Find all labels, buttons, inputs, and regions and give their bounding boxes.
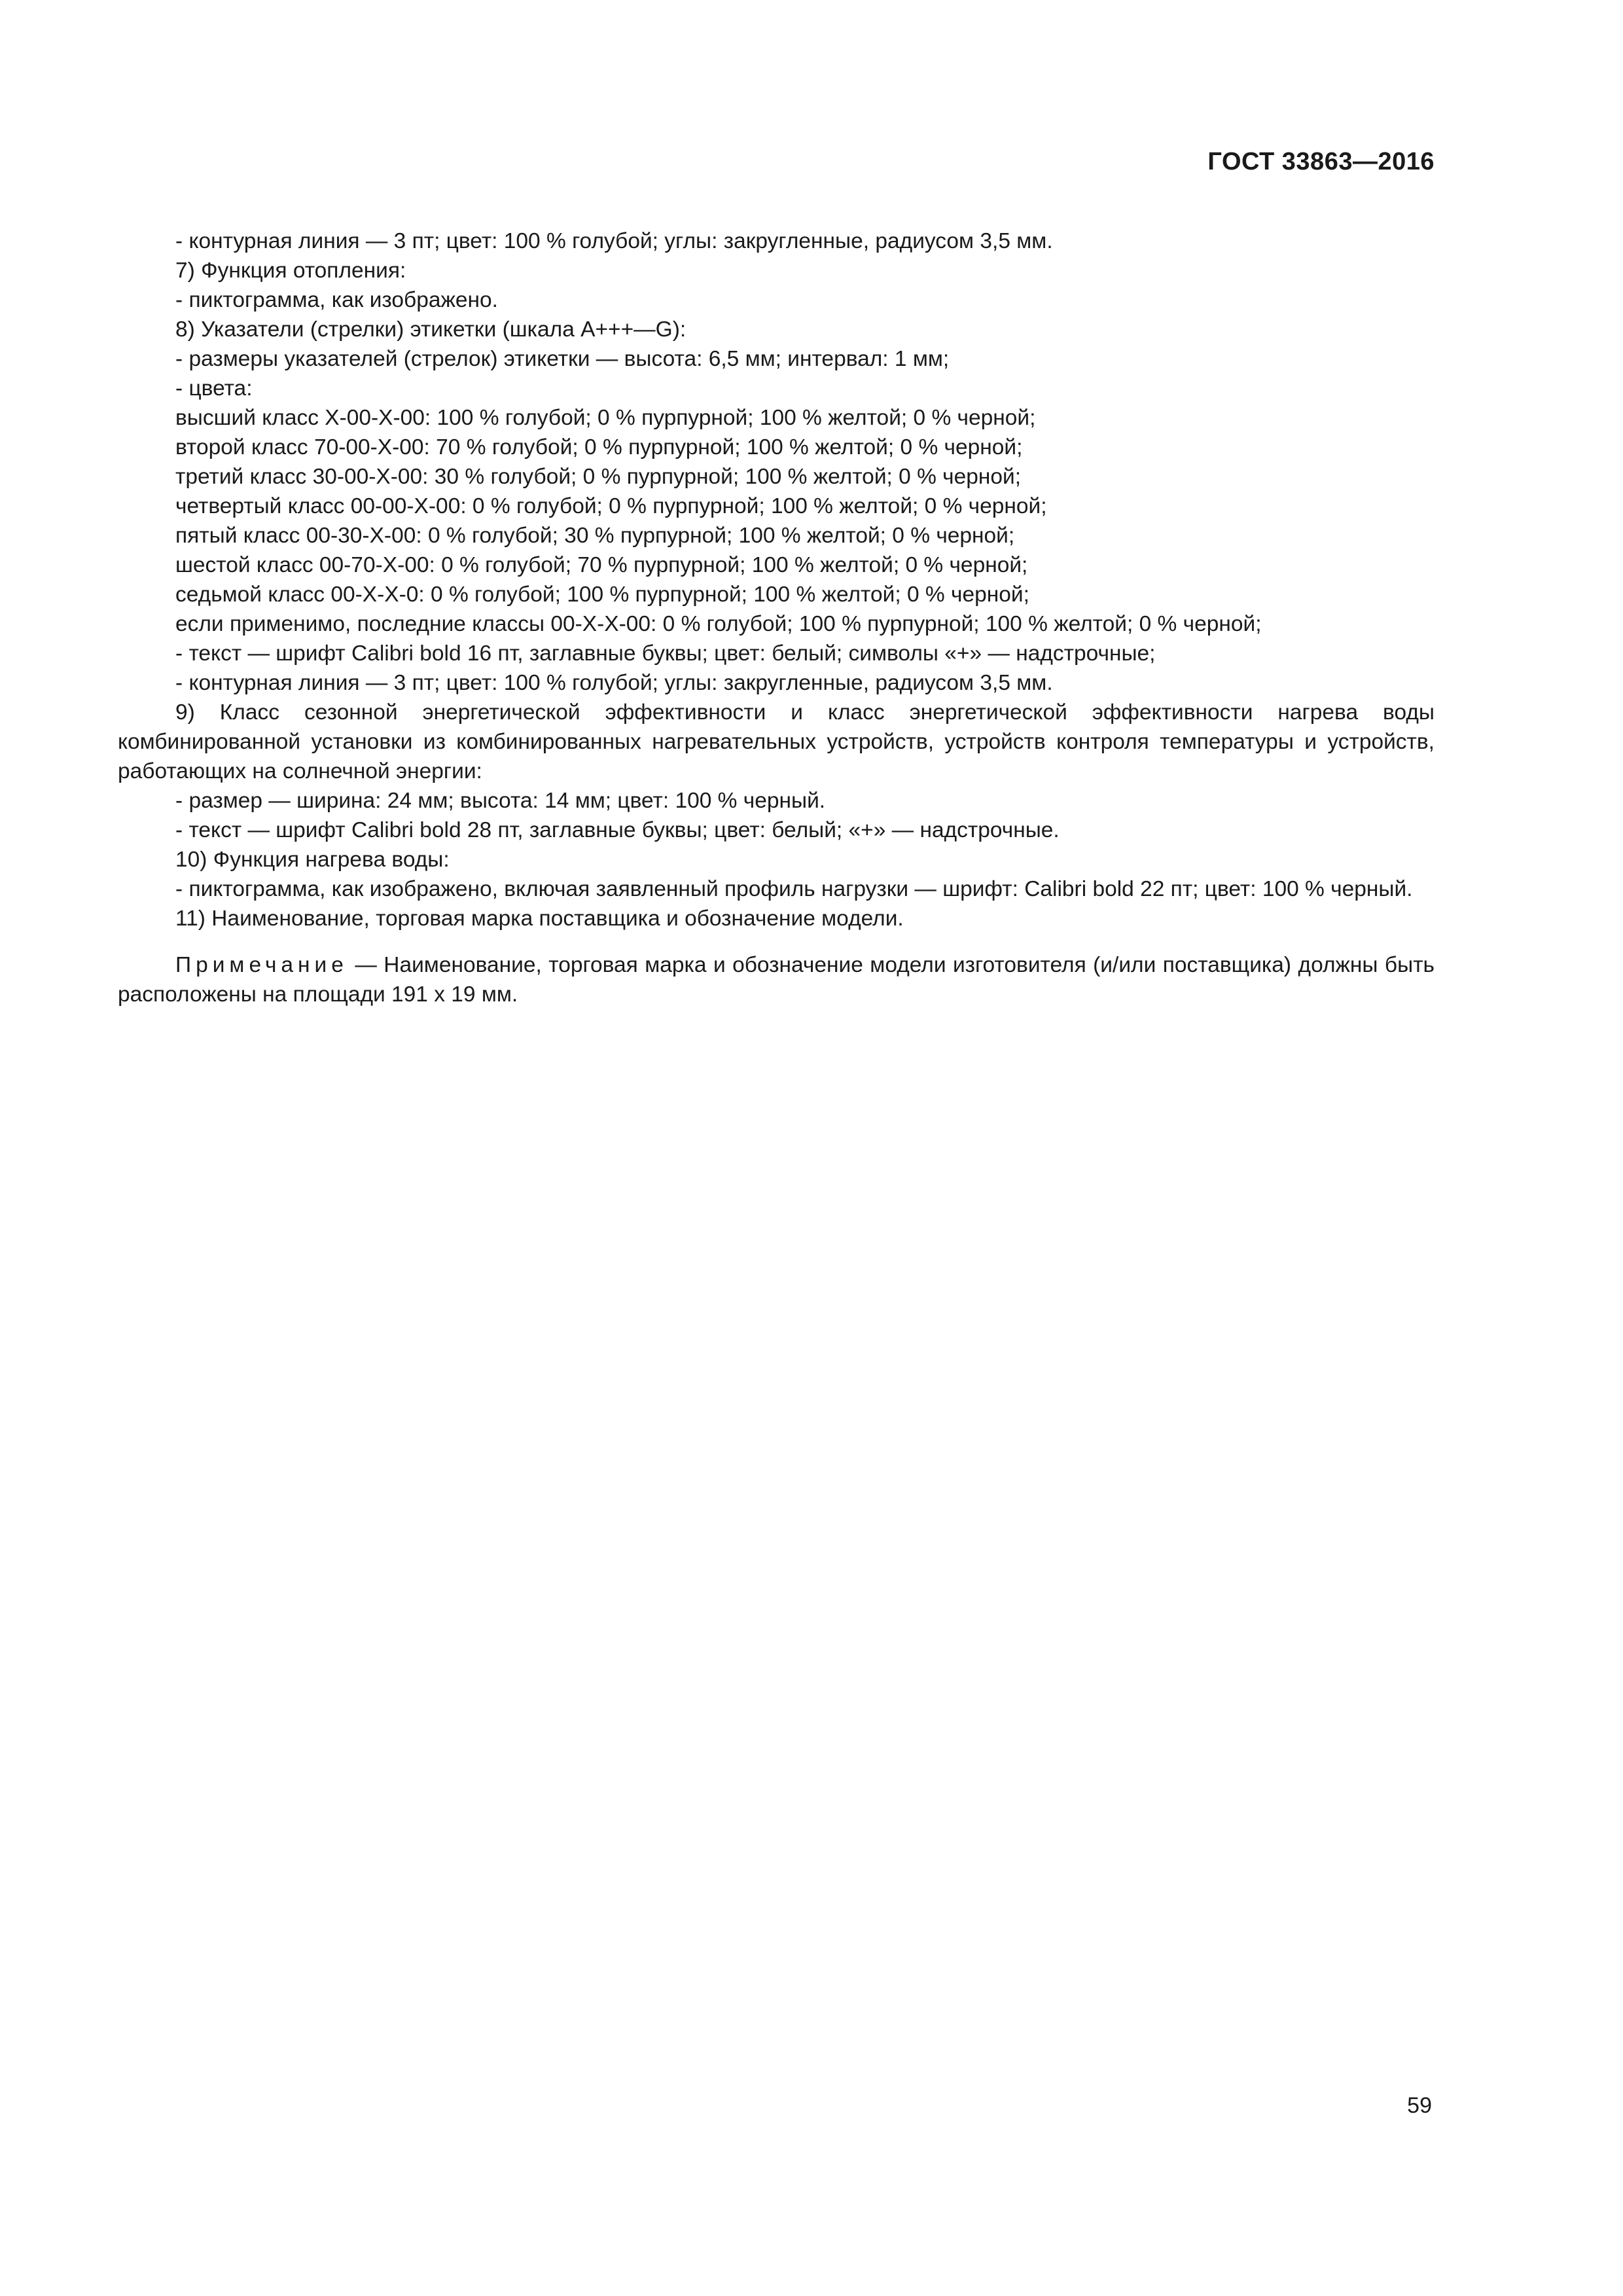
text-line: - контурная линия — 3 пт; цвет: 100 % голубой; углы: закругленные, радиусом 3,5 мм. (175, 229, 1053, 253)
text-line: - пиктограмма, как изображено. (175, 288, 498, 312)
page-number: 59 (1407, 2093, 1432, 2118)
text-line: - размеры указателей (стрелок) этикетки — высота: 6,5 мм; интервал: 1 мм; (175, 347, 950, 371)
text-line: - текст — шрифт Calibri bold 28 пт, заглавные буквы; цвет: белый; «+» — надстрочные. (175, 818, 1060, 842)
text-line: - цвета: (175, 376, 253, 401)
paragraph-item-10-detail: - пиктограмма, как изображено, включая заявленный профиль нагрузки — шрифт: Calibri bold 22 пт; цвет: 100 % черный. (175, 877, 1413, 901)
document-header: ГОСТ 33863—2016 (1207, 148, 1435, 175)
color-spec-line: шестой класс 00-70-X-00: 0 % голубой; 70 % пурпурной; 100 % желтой; 0 % черной; (175, 553, 1028, 577)
text-line: - размер — ширина: 24 мм; высота: 14 мм; цвет: 100 % черный. (175, 789, 826, 813)
color-spec-line: третий класс 30-00-X-00: 30 % голубой; 0 % пурпурной; 100 % желтой; 0 % черной; (175, 465, 1022, 489)
color-spec-line: пятый класс 00-30-X-00: 0 % голубой; 30 % пурпурной; 100 % желтой; 0 % черной; (175, 524, 1015, 548)
note-paragraph (118, 950, 1435, 1009)
text-line: 8) Указатели (стрелки) этикетки (шкала A+++—G): (175, 317, 687, 342)
text-line: - текст — шрифт Calibri bold 16 пт, заглавные буквы; цвет: белый; символы «+» — надстрочные; (175, 641, 1156, 666)
note-label: Примечание (175, 953, 348, 977)
text-line: 7) Функция отопления: (175, 259, 406, 283)
color-spec-line: второй класс 70-00-X-00: 70 % голубой; 0 % пурпурной; 100 % желтой; 0 % черной; (175, 435, 1023, 459)
text-line: - контурная линия — 3 пт; цвет: 100 % голубой; углы: закругленные, радиусом 3,5 мм. (175, 671, 1053, 695)
color-spec-line: седьмой класс 00-X-X-0: 0 % голубой; 100 % пурпурной; 100 % желтой; 0 % черной; (175, 583, 1029, 607)
document-body (118, 226, 1435, 1009)
color-spec-line: четвертый класс 00-00-X-00: 0 % голубой; 0 % пурпурной; 100 % желтой; 0 % черной; (175, 494, 1047, 518)
paragraph-item-9: 9) Класс сезонной энергетической эффективности и класс энергетической эффективности нагрева воды комбинированной установки из комбинированных нагревательных устройств, устройств контроля температуры и устройств, работающих на солнечной энергии: (118, 700, 1435, 783)
note-text: — Наименование, торговая марка и обозначение модели изготовителя (и/или поставщика) должны быть расположены на площади 191 х 19 мм. (118, 953, 1435, 1007)
text-line: 11) Наименование, торговая марка поставщика и обозначение модели. (175, 906, 904, 931)
text-line: 10) Функция нагрева воды: (175, 848, 450, 872)
color-spec-line: если применимо, последние классы 00-X-X-00: 0 % голубой; 100 % пурпурной; 100 % желтой; 0 % черной; (175, 612, 1262, 636)
color-spec-line: высший класс X-00-X-00: 100 % голубой; 0 % пурпурной; 100 % желтой; 0 % черной; (175, 406, 1036, 430)
